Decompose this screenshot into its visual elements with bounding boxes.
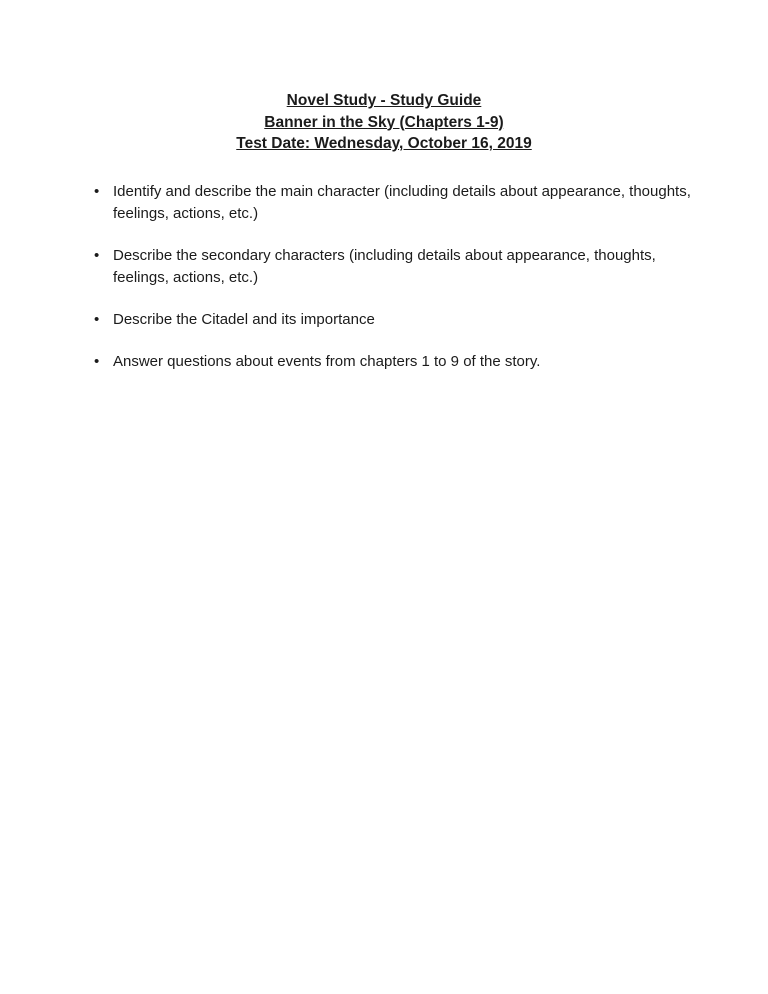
bullet-text: Describe the secondary characters (including details about appearance, thoughts, feelings, actions, etc.) [113, 246, 656, 286]
bullet-icon: • [94, 246, 100, 264]
document-title-line-1: Novel Study - Study Guide [286, 92, 482, 109]
bullet-icon: • [94, 352, 100, 370]
bullet-item-citadel [92, 309, 697, 331]
document-title-block [0, 90, 768, 155]
bullet-item-chapter-events [92, 351, 697, 373]
document-title-line-2: Banner in the Sky (Chapters 1-9) [264, 113, 504, 131]
bullet-icon: • [94, 310, 100, 328]
bullet-text: Describe the Citadel and its importance [113, 310, 375, 328]
bullet-text: Answer questions about events from chapters 1 to 9 of the story. [113, 352, 541, 370]
study-guide-bullet-list [92, 181, 697, 373]
document-title-line-3: Test Date: Wednesday, October 16, 2019 [236, 135, 532, 152]
bullet-item-secondary-characters [92, 245, 697, 289]
bullet-icon: • [94, 182, 100, 200]
bullet-item-main-character [92, 181, 697, 225]
bullet-text: Identify and describe the main character (including details about appearance, thoughts, feelings, actions, etc.) [113, 182, 691, 222]
